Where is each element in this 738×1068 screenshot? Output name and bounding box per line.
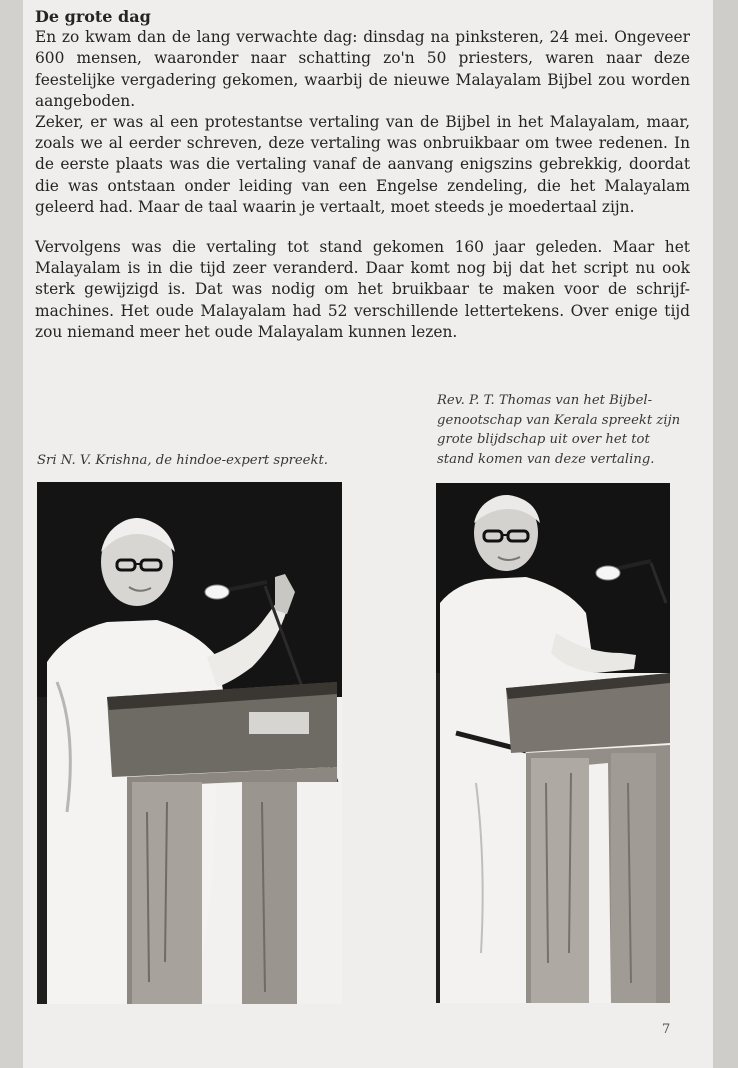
article-heading: De grote dag (35, 7, 151, 26)
paragraph-1: En zo kwam dan de lang verwachte dag: dinsdag na pinksteren, 24 mei. Ongeveer 600 mensen, waaronder naar schatting zo'n 50 priesters, waren naar deze feestelijke vergadering gekomen, waarbij de nieuwe Malayalam Bijbel zou worden aangeboden. (35, 28, 690, 110)
page-number: 7 (662, 1022, 671, 1037)
paragraph-2: Zeker, er was al een protestantse vertaling van de Bijbel in het Malayalam, maar, zoals we al eerder schreven, deze vertaling was onbruikbaar om twee redenen. In de eerste plaats was die vertaling vanaf de aanvang enigszins gebrekkig, doordat die was ontstaan onder leiding van een Engelse zendeling, die het Malayalam geleerd had. Maar de taal waarin je vertaalt, moet steeds je moedertaal zijn. (35, 113, 690, 216)
paragraph-3: Vervolgens was die vertaling tot stand gekomen 160 jaar geleden. Maar het Malayalam is in die tijd zeer veranderd. Daar komt nog bij dat het script nu ook sterk gewijzigd is. Dat was nodig om het bruikbaar te maken voor de schrijf-machines. Het oude Malayalam had 52 verschillende lettertekens. Over enige tijd zou niemand meer het oude Malayalam kunnen lezen. (35, 238, 690, 341)
photo-speaker-krishna (37, 482, 342, 1004)
scan-left-edge (0, 0, 23, 1068)
left-photo-caption: Sri N. V. Krishna, de hindoe-expert spreekt. (37, 453, 328, 468)
right-photo-caption: Rev. P. T. Thomas van het Bijbel-genootschap van Kerala spreekt zijn grote blijdschap uit over het tot stand komen van deze vertaling. (437, 393, 681, 467)
photo-speaker-thomas (436, 483, 670, 1003)
article-text (35, 6, 690, 343)
scan-right-edge (713, 0, 738, 1068)
